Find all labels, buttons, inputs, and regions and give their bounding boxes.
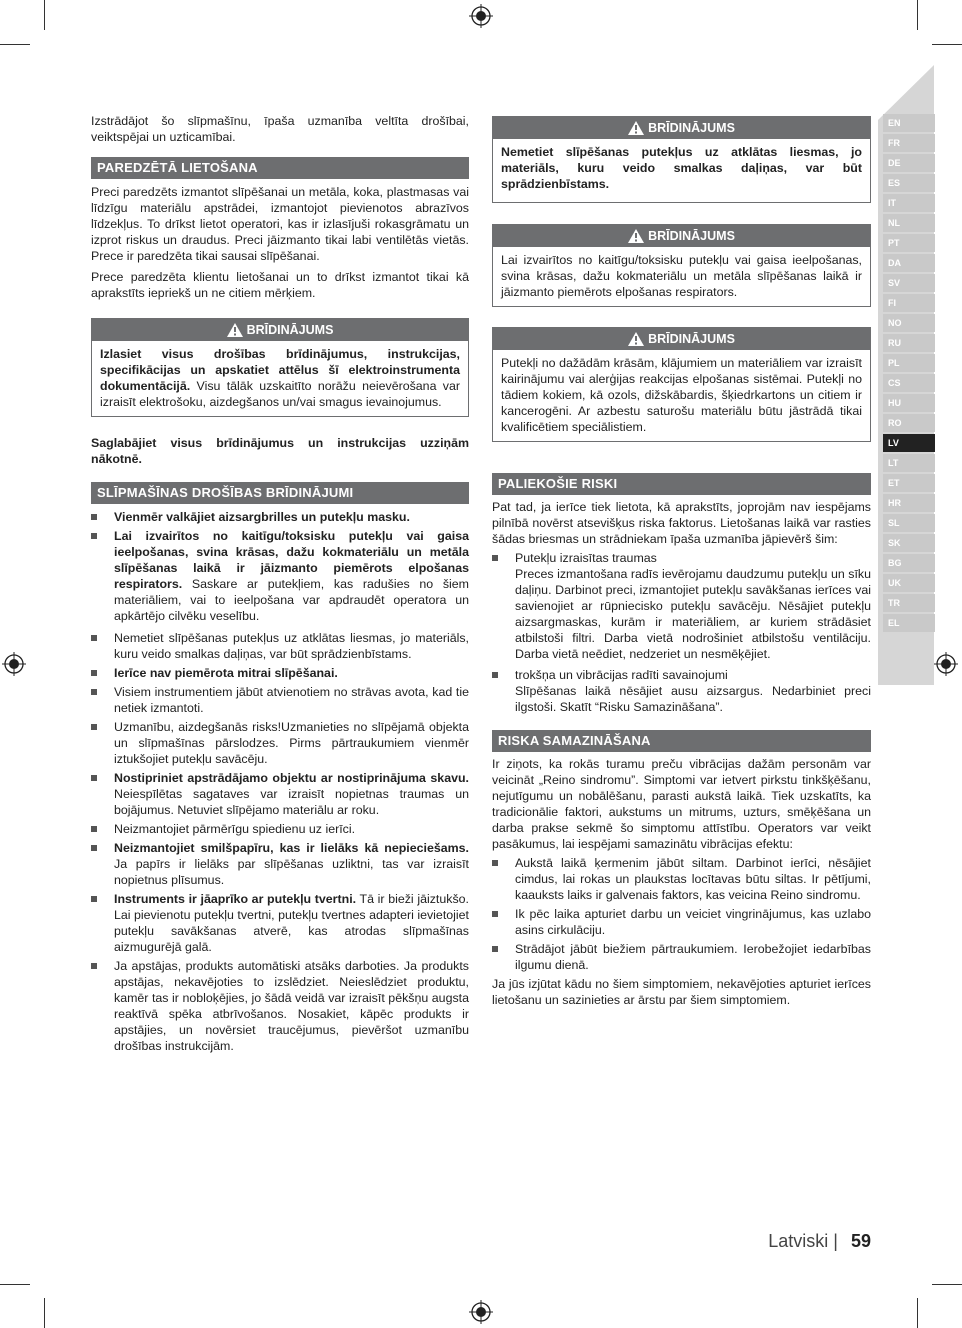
- save-note: Saglabājiet visus brīdinājumus un instrukcijas uzziņām nākotnē.: [91, 436, 469, 466]
- left-column: [91, 113, 469, 1057]
- list-item: Ja apstājas, produkts automātiski atsāks darboties. Ja produkts apstājas, nekavējoties to izslēdziet. Neieslēdziet produktu, kamēr tas ir nobloķējies, jo šādā veidā var izraisīt pēkšņu augsta reaktīvā spēka atbrīvošanos. Nosakiet, kāpēc produkts ir apstājies, un novērsiet traucējumus, pievēršot uzmanību drošības instrukcijām.: [91, 958, 469, 1054]
- language-tab-lv[interactable]: LV: [883, 434, 935, 452]
- intro-text: Izstrādājot šo slīpmašīnu, īpaša uzmanība veltīta drošībai, veiktspējai un uzticamībai.: [91, 114, 469, 144]
- warning-1-text: Visu tālāk uzskaitīto norāžu neievērošana var izraisīt elektrošoku, aizdegšanos un/vai smagus ievainojumus.: [100, 379, 460, 409]
- reduction-heading: RISKA SAMAZINĀŠANA: [492, 730, 871, 752]
- registration-mark-icon: [469, 1300, 493, 1324]
- residual-list: [492, 550, 871, 715]
- residual-heading: PALIEKOŠIE RISKI: [492, 473, 871, 495]
- warning-icon: [628, 121, 644, 135]
- language-tab-fr[interactable]: FR: [883, 134, 935, 152]
- list-item: Ierīce nav piemērota mitrai slīpēšanai.: [91, 665, 469, 681]
- language-tab-fi[interactable]: FI: [883, 294, 935, 312]
- warning-header: BRĪDINĀJUMS: [92, 319, 468, 341]
- intended-use-heading: PAREDZĒTĀ LIETOŠANA: [91, 157, 469, 179]
- warning-header: BRĪDINĀJUMS: [493, 225, 870, 247]
- language-tab-pt[interactable]: PT: [883, 234, 935, 252]
- language-tab-ro[interactable]: RO: [883, 414, 935, 432]
- registration-mark-icon: [469, 4, 493, 28]
- footer-language: Latviski: [768, 1231, 829, 1251]
- footer-separator: |: [833, 1231, 838, 1251]
- reduction-list: [492, 855, 871, 973]
- list-item: Ik pēc laika apturiet darbu un veiciet vingrinājumus, kas uzlabo asins cirkulāciju.: [492, 906, 871, 938]
- language-tab-es[interactable]: ES: [883, 174, 935, 192]
- warning-box-4: [492, 327, 871, 442]
- language-tab-da[interactable]: DA: [883, 254, 935, 272]
- language-tabs: [883, 114, 935, 634]
- language-tab-uk[interactable]: UK: [883, 574, 935, 592]
- warning-box-2: [492, 116, 871, 203]
- warning-box-1: [91, 318, 469, 417]
- language-tab-nl[interactable]: NL: [883, 214, 935, 232]
- list-item: Neizmantojiet pārmērīgu spiedienu uz ierīci.: [91, 821, 469, 837]
- language-tab-de[interactable]: DE: [883, 154, 935, 172]
- warning-header: BRĪDINĀJUMS: [493, 117, 870, 139]
- language-tab-sv[interactable]: SV: [883, 274, 935, 292]
- right-column: [492, 116, 871, 1008]
- registration-mark-icon: [2, 652, 26, 676]
- page-footer: [768, 1231, 871, 1252]
- language-tab-sk[interactable]: SK: [883, 534, 935, 552]
- language-tab-en[interactable]: EN: [883, 114, 935, 132]
- language-tab-et[interactable]: ET: [883, 474, 935, 492]
- language-tab-it[interactable]: IT: [883, 194, 935, 212]
- warning-1-bold: Izlasiet visus drošības brīdinājumus, instrukcijas, specifikācijas un apskatiet attēlus šī elektroinstrumenta dokumentācijā.: [100, 347, 460, 393]
- list-item: Aukstā laikā ķermenim jābūt siltam. Darbinot ierīci, nēsājiet cimdus, lai rokas un plaukstas locītavas būtu siltas. Ir pētījumi, kaauksts laiks ir galvenais faktors, kas veicina Reino sindromu.: [492, 855, 871, 903]
- warning-icon: [628, 229, 644, 243]
- language-tab-tr[interactable]: TR: [883, 594, 935, 612]
- language-tab-sl[interactable]: SL: [883, 514, 935, 532]
- warning-box-3: [492, 224, 871, 307]
- intended-use-p2: Prece paredzēta klientu lietošanai un to drīkst izmantot tikai kā aprakstīts iepriekš un ne citiem mērķiem.: [91, 270, 469, 300]
- warning-header: BRĪDINĀJUMS: [493, 328, 870, 350]
- list-item: Uzmanību, aizdegšanās risks!Uzmanieties no slīpējamā objekta un slīpmašīnas pārslodzes. Pirms pārtraukumiem vienmēr iztukšojiet putekļu savācēju.: [91, 719, 469, 767]
- warning-4-text: Putekļi no dažādām krāsām, klājumiem un materiāliem var izraisīt kairinājumu vai alerģijas reakcijas elpošanas sistēmai. Putekļi no tādiem kokiem, kā ozols, dižskābardis, šķiedrkartons un citiem ir kancerogēni. Ar azbestu saturošu materiālu būtu jāstrādā tikai kvalificētiem speciālistiem.: [501, 356, 862, 434]
- list-item: Strādājot jābūt biežiem pārtraukumiem. Ierobežojiet iedarbības ilgumu dienā.: [492, 941, 871, 973]
- language-tab-cs[interactable]: CS: [883, 374, 935, 392]
- list-item: Instruments ir jāaprīko ar putekļu tvertni. Tā ir bieži jāiztukšo. Lai pievienotu putekļu tvertni, putekļu tvertnes adapteri ievietojiet putekļu savākšanas atverē, kas atrodas slīpmašīnas aizmugurējā galā.: [91, 891, 469, 955]
- list-item: Visiem instrumentiem jābūt atvienotiem no strāvas avota, kad tie netiek izmantoti.: [91, 684, 469, 716]
- list-item: Nemetiet slīpēšanas putekļus uz atklātas liesmas, jo materiāls, kuru veido smalkas daļiņas, var būt sprādzienbīstams.: [91, 630, 469, 662]
- list-item: Vienmēr valkājiet aizsargbrilles un putekļu masku.: [91, 509, 469, 525]
- language-tab-hr[interactable]: HR: [883, 494, 935, 512]
- language-tab-hu[interactable]: HU: [883, 394, 935, 412]
- language-tab-ru[interactable]: RU: [883, 334, 935, 352]
- language-tab-no[interactable]: NO: [883, 314, 935, 332]
- language-tab-pl[interactable]: PL: [883, 354, 935, 372]
- language-tab-lt[interactable]: LT: [883, 454, 935, 472]
- reduction-p2: Ja jūs izjūtat kādu no šiem simptomiem, nekavējoties apturiet ierīces lietošanu un sazinieties ar ārstu par šiem simptomiem.: [492, 977, 871, 1007]
- residual-p1: Pat tad, ja ierīce tiek lietota, kā aprakstīts, joprojām nav iespējams pilnībā novērst atsevišķus riska faktorus. Lietošanas laikā var rasties šādas briesmas un strādniekam īpaša uzmanība jāpievērš šim:: [492, 500, 871, 546]
- reduction-p1: Ir ziņots, ka rokās turamu preču vibrācijas dažām personām var veicināt „Reino sindromu”. Simptomi var ietvert pirkstu tinkšķēšanu, nejutīgumu un nobālēšanu, parasti aukstā laikā. Tiek uzskatīts, ka tradicionālie faktori, aukstums un mitrums, uzturs, smēķēšana un darba prakse sekmē šo simptomu attīstību. Operators var veikt pasākumus, lai iespējami samazinātu vibrācijas efektu:: [492, 757, 871, 851]
- page-number: 59: [850, 1231, 871, 1251]
- safety-list: [91, 509, 469, 1054]
- list-item: Putekļu izraisītas traumas Preces izmantošana radīs ievērojamu daudzumu putekļu un sīku daļiņu. Darbinot preci, izmantojiet putekļu savākšanas ierīces vai savienojiet ar rūpnieciskо putekļu savācēju. Nēsājiet putekļu aizsargmaskas, kurām ir materiāliem, ar kuriem strādāsiet atbilstoši filtri. Darba vietā nodrošiniet atbilstošu ventilāciju. Darba vietā neēdiet, nedzeriet un nesmēķējiet.: [492, 550, 871, 662]
- safety-heading: SLĪPMAŠĪNAS DROŠĪBAS BRĪDINĀJUMI: [91, 482, 469, 504]
- list-item: Neizmantojiet smilšpapīru, kas ir lielāks kā nepieciešams. Ja papīrs ir lielāks par slīpēšanas uzliktni, tas var izraisīt nopietnus plīsumus.: [91, 840, 469, 888]
- warning-3-text: Lai izvairītos no kaitīgu/toksisku putekļu vai gaisa ieelpošanas, svina krāsas, dažu kokmateriālu un metāla slīpēšanas laikā ir jāizmanto piemērots elpošanas respirators.: [501, 253, 862, 299]
- list-item: Lai izvairītos no kaitīgu/toksisku putekļu vai gaisa ieelpošanas, svina krāsas, dažu kokmateriālu un metāla slīpēšanas laikā ir jāizmanto piemērots elpošanas respirators. Saskare ar putekļiem, kas radušies no šiem materiāliem, vai to ieelpošana var apdraudēt operatora un apkārtējo cilvēku veselību.: [91, 528, 469, 624]
- intended-use-p1: Preci paredzēts izmantot slīpēšanai un metāla, koka, plastmasas vai līdzīgu materiālu apstrādei, izmantojot pievienotos abrazīvos līdzekļus. To drīkst lietot operatori, kas ir izlasījuši rokasgrāmatu un izprot riskus un draudus. Preci jāizmanto tikai labi ventilētās vietās. Prece ir paredzēta tikai sausai slīpēšanai.: [91, 185, 469, 263]
- list-item: trokšņa un vibrācijas radīti savainojumi Slīpēšanas laikā nēsājiet ausu aizsargus. Nedarbiniet preci ilgstoši. Skatīt “Risku Samazināšana”.: [492, 667, 871, 715]
- warning-icon: [628, 332, 644, 346]
- registration-mark-icon: [934, 652, 958, 676]
- warning-icon: [227, 323, 243, 337]
- warning-2-bold: Nemetiet slīpēšanas putekļus uz atklātas liesmas, jo materiāls, kuru veido smalkas daļiņas, var būt sprādzienbīstams.: [501, 145, 862, 191]
- language-tab-bg[interactable]: BG: [883, 554, 935, 572]
- language-tab-el[interactable]: EL: [883, 614, 935, 632]
- list-item: Nostipriniet apstrādājamo objektu ar nostiprinājuma skavu. Neiespīlētas sagataves var izraisīt nopietnas traumas un bojājumus. Netuviet slīpējamo materiālu ar roku.: [91, 770, 469, 818]
